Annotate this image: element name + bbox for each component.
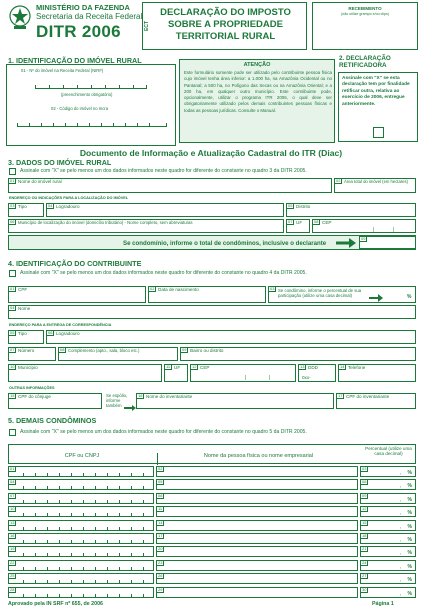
ministry-name: MINISTÉRIO DA FAZENDA: [36, 3, 130, 12]
co-owner-percentage[interactable]: 12 % ,: [360, 506, 416, 517]
co-owner-row: [8, 506, 416, 517]
co-owner-cpf-cnpj[interactable]: [8, 493, 154, 504]
col-pct-label: Percentual (utilize uma casa decimal): [365, 446, 412, 457]
arrow-icon: [124, 405, 136, 411]
uf-field[interactable]: 07 UF: [286, 219, 310, 233]
nirf-input[interactable]: [35, 77, 147, 89]
co-owner-cpf-cnpj[interactable]: [8, 479, 154, 490]
correspondence-header: ENDEREÇO PARA A ENTREGA DE CORRESPONDÊNCIA: [9, 323, 112, 327]
cpf-field[interactable]: 01 CPF: [8, 286, 146, 303]
field-number: 15: [362, 519, 367, 525]
cep-field[interactable]: 08 CEP | |: [312, 219, 416, 233]
approval-note: Aprovado pela IN SRF nº 655, de 2006: [8, 601, 103, 607]
corr-municipality-field[interactable]: 10 Município: [8, 364, 162, 382]
district-field[interactable]: 05 Distrito: [286, 203, 416, 217]
attention-title: ATENÇÃO: [243, 62, 271, 68]
co-owner-name[interactable]: [156, 533, 358, 544]
corr-uf-field[interactable]: 11 UF: [164, 364, 188, 382]
co-owner-name[interactable]: [156, 466, 358, 477]
co-owner-row: [8, 587, 416, 598]
co-owner-row: [8, 573, 416, 584]
co-owner-percentage[interactable]: 21 % ,: [360, 546, 416, 557]
executor-name-field[interactable]: 16 Nome do inventariante: [136, 393, 334, 409]
title-line-1: DECLARAÇÃO DO IMPOSTO: [160, 7, 291, 18]
co-owner-row: [8, 533, 416, 544]
percent-sign: %: [407, 470, 412, 476]
field-number: 07: [10, 492, 15, 498]
receipt-sub: (não utilize grampo e/ou clips): [341, 12, 389, 16]
co-owner-percentage[interactable]: 15 % ,: [360, 520, 416, 531]
arrow-icon: [369, 294, 383, 302]
section-2-title: 2. DECLARAÇÃO RETIFICADORA: [339, 55, 391, 69]
nirf-label: 01 - Nº do imóvel na Receita Federal (NIRF): [21, 68, 104, 73]
col-name-label: Nome da pessoa física ou nome empresarial: [157, 453, 359, 465]
section-4-check-text: Assinale com "X" se pelo menos um dos dados informados neste quadro for diferente do constante no quadro 4 da DITR 2005.: [20, 270, 307, 276]
percent-sign: %: [407, 510, 412, 517]
section-3-title: 3. DADOS DO IMÓVEL RURAL: [8, 158, 112, 167]
property-name-field[interactable]: 01 Nome do imóvel rural: [8, 178, 332, 193]
section-3-check-text: Assinale com "X" se pelo menos um dos dados informados neste quadro for diferente do constante no quadro 3 da DITR 2005.: [20, 168, 307, 174]
field-number: 01: [10, 466, 15, 471]
co-owner-cpf-cnpj[interactable]: [8, 560, 154, 571]
field-number: 20: [158, 546, 163, 552]
corr-street-field[interactable]: 06 Logradouro: [46, 330, 416, 344]
field-number: 26: [158, 573, 163, 579]
field-number: 21: [362, 546, 367, 552]
receipt-box: [312, 2, 418, 50]
condo-text: Se condomínio, informe o total de condôminos, inclusive o declarante: [123, 240, 327, 247]
rectifying-checkbox[interactable]: [373, 127, 384, 138]
co-owner-name[interactable]: [156, 479, 358, 490]
condo-row: [8, 235, 416, 250]
taxpayer-name-field[interactable]: 04 Nome: [8, 305, 416, 319]
section-5-checkbox[interactable]: [9, 429, 16, 436]
field-number: 05: [158, 479, 163, 485]
location-type-field[interactable]: 03 Tipo: [8, 203, 44, 217]
field-number: 27: [362, 573, 367, 579]
phone-field[interactable]: 14 Telefone: [338, 364, 416, 382]
field-number: 19: [10, 546, 15, 552]
location-street-field[interactable]: 04 Logradouro: [46, 203, 284, 217]
section-1-box: [6, 64, 176, 146]
attention-text: Este formulário somente pode ser utilizado pelo contribuinte pessoa física cujo imóvel tenha área inferior: a 1.000 ha, na Amazônia Ocidental ou no Pantanal; a 500 ha, no Polígono das Secas ou na Amazônia Oriental; e a 200 ha, em qualquer outro município. Este contribuinte pode, opcionalmente, utilizar o programa ITR 2006, o qual deve ser obrigatoriamente utilizado pelos demais contribuintes pessoas físicas e todas as pessoas jurídicas. Consulte o Manual.: [184, 70, 332, 113]
co-owner-name[interactable]: [156, 506, 358, 517]
spouse-cpf-field[interactable]: 15 CPF do cônjuge: [8, 393, 102, 409]
field-number: 11: [158, 506, 163, 512]
co-owner-percentage[interactable]: 27 % ,: [360, 573, 416, 584]
municipality-field[interactable]: 06 Município de localização do imóvel (domicílio tributário) - Nome completo, sem abreviaturas: [8, 219, 284, 233]
field-number: 14: [158, 519, 163, 525]
percent-sign: %: [407, 537, 412, 543]
field-number: 04: [10, 479, 15, 485]
col-cpf-label: CPF ou CNPJ: [64, 453, 100, 459]
co-owner-cpf-cnpj[interactable]: [8, 533, 154, 544]
co-owner-cpf-cnpj[interactable]: [8, 587, 154, 598]
co-owner-percentage[interactable]: 30 % ,: [360, 587, 416, 598]
field-number: 18: [362, 533, 367, 538]
incra-label: 02 - Código do imóvel no Incra: [51, 106, 109, 111]
co-owner-percentage[interactable]: 09 % ,: [360, 493, 416, 504]
field-number: 02: [158, 466, 163, 471]
location-address-header: ENDEREÇO OU INDICAÇÕES PARA A LOCALIZAÇÃO DO IMÓVEL: [9, 196, 129, 200]
percent-sign: %: [407, 483, 412, 490]
field-number: 17: [158, 533, 163, 538]
co-owner-row: [8, 493, 416, 504]
co-owner-name[interactable]: [156, 587, 358, 598]
co-owner-name[interactable]: [156, 520, 358, 531]
diac-title: Documento de Informação e Atualização Cadastral do ITR (Diac): [79, 148, 343, 158]
co-owner-percentage[interactable]: 18 % ,: [360, 533, 416, 544]
field-number: 24: [362, 559, 367, 565]
co-owner-cpf-cnpj[interactable]: [8, 506, 154, 517]
corr-cep-field[interactable]: 12 CEP | |: [190, 364, 296, 382]
complement-field[interactable]: 08 Complemento (apto., sala, bloco etc.): [58, 347, 178, 361]
co-owner-percentage[interactable]: 03 % ,: [360, 466, 416, 477]
field-number: 10: [10, 506, 15, 512]
corr-type-field[interactable]: 05 Tipo: [8, 330, 44, 344]
co-owner-name[interactable]: [156, 546, 358, 557]
percent-sign: %: [407, 523, 412, 530]
executor-cpf-field[interactable]: 17 CPF do inventariante: [336, 393, 416, 409]
section-2-text: Assinale com "X" se esta declaração tem por finalidade retificar outra, relativa ao exercício de 2006, entregue anteriormente.: [342, 76, 410, 107]
field-number: 28: [10, 586, 15, 592]
form-code: DITR 2006: [36, 22, 121, 41]
co-owner-cpf-cnpj[interactable]: [8, 466, 154, 477]
field-number: 29: [158, 586, 163, 592]
percent-sign: %: [407, 577, 412, 584]
page-number: Página 1: [372, 601, 394, 607]
section-5-title: 5. DEMAIS CONDÔMINOS: [8, 416, 97, 425]
number-field[interactable]: 07 Número: [8, 347, 56, 361]
arrow-icon: [336, 238, 356, 248]
co-owner-percentage[interactable]: 24 % ,: [360, 560, 416, 571]
co-owner-row: [8, 466, 416, 477]
co-owner-row: [8, 479, 416, 490]
co-owner-row: [8, 560, 416, 571]
section-1-title: 1. IDENTIFICAÇÃO DO IMÓVEL RURAL: [8, 56, 142, 65]
co-owner-name[interactable]: [156, 560, 358, 571]
percent-sign: %: [407, 563, 412, 570]
co-owner-percentage[interactable]: 06 % ,: [360, 479, 416, 490]
field-number: 22: [10, 559, 15, 565]
field-number: 30: [362, 586, 367, 592]
estate-note: Se espólio, informe também: [106, 393, 128, 408]
coat-of-arms-icon: [8, 4, 32, 30]
title-line-2: SOBRE A PROPRIEDADE: [168, 19, 283, 30]
attention-box: [179, 59, 335, 143]
title-line-3: TERRITORIAL RURAL: [175, 31, 276, 42]
incra-input[interactable]: [17, 115, 167, 127]
ect-label: ECT: [144, 21, 150, 31]
field-number: 23: [158, 559, 163, 565]
field-number: 12: [362, 506, 367, 512]
title-box: [142, 2, 307, 50]
condo-count-field[interactable]: 09: [359, 236, 416, 249]
header: [0, 0, 422, 54]
field-number: 08: [158, 492, 163, 498]
total-area-field[interactable]: 02 Área total do imóvel (em hectares): [334, 178, 416, 193]
co-owners-header: [8, 444, 416, 464]
percent-sign: %: [407, 496, 412, 503]
ddd-field[interactable]: 13 DDD 0xx-: [298, 364, 336, 382]
receipt-label: RECEBIMENTO: [348, 6, 382, 11]
percent-sign: %: [407, 590, 412, 597]
field-number: 06: [362, 479, 367, 485]
co-owner-row: [8, 520, 416, 531]
nirf-note: (preenchimento obrigatório): [61, 92, 113, 97]
co-owner-cpf-cnpj[interactable]: [8, 573, 154, 584]
participation-field[interactable]: 03 Se condômino, informe o percentual de sua participação (utilize uma casa decimal) %: [268, 286, 416, 303]
other-info-header: OUTRAS INFORMAÇÕES: [9, 386, 55, 390]
section-3-checkbox[interactable]: [9, 168, 16, 175]
percent-sign: %: [407, 550, 412, 557]
co-owner-name[interactable]: [156, 573, 358, 584]
section-4-title: 4. IDENTIFICAÇÃO DO CONTRIBUINTE: [8, 259, 142, 268]
birth-date-field[interactable]: 02 Data de nascimento: [148, 286, 266, 303]
co-owner-row: [8, 546, 416, 557]
field-number: 25: [10, 573, 15, 579]
co-owner-cpf-cnpj[interactable]: [8, 546, 154, 557]
field-number: 09: [362, 492, 367, 498]
section-4-checkbox[interactable]: [9, 270, 16, 277]
field-number: 03: [362, 466, 367, 471]
field-number: 13: [10, 519, 15, 525]
neighborhood-field[interactable]: 09 Bairro ou distrito: [180, 347, 416, 361]
agency-name: Secretaria da Receita Federal: [36, 12, 143, 21]
section-2-box: [338, 72, 418, 142]
co-owner-name[interactable]: [156, 493, 358, 504]
co-owner-cpf-cnpj[interactable]: [8, 520, 154, 531]
field-number: 16: [10, 533, 15, 538]
top-row: [6, 56, 418, 148]
section-5-check-text: Assinale com "X" se pelo menos um dos dados informados neste quadro for diferente do constante no quadro 5 da DITR 2005.: [20, 429, 307, 435]
